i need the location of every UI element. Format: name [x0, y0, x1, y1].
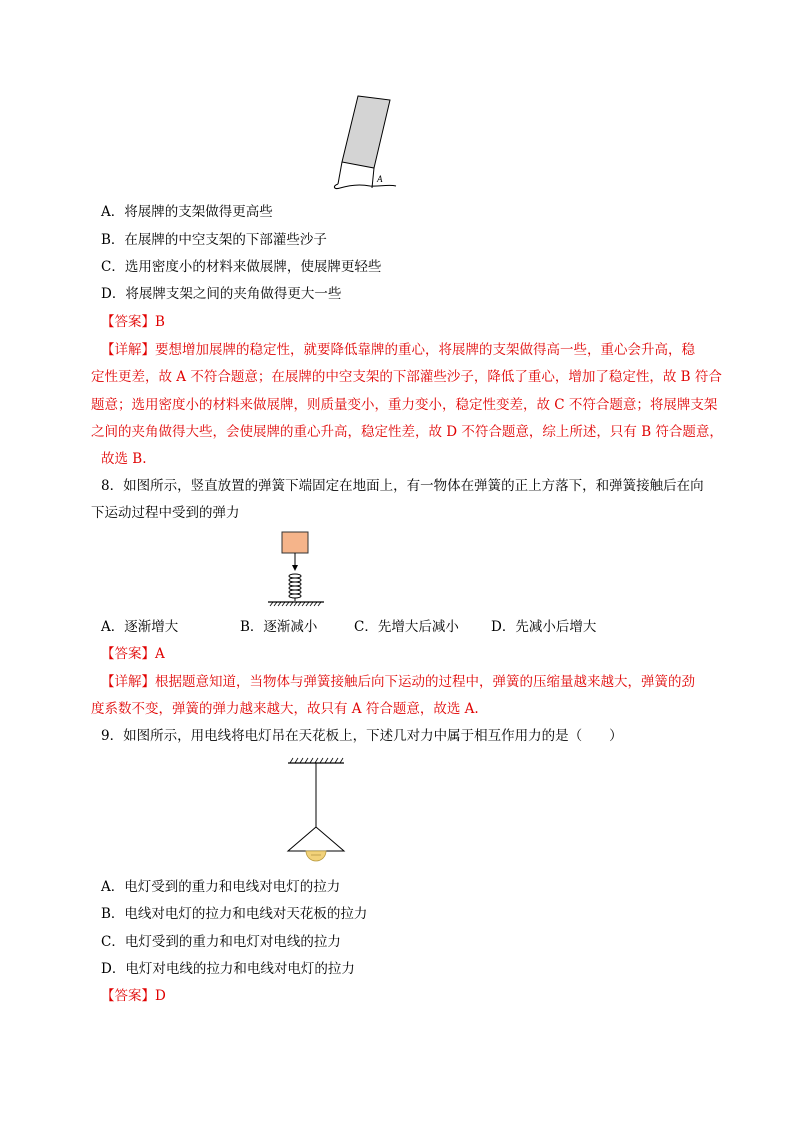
- q8-option-d: D．先减小后增大: [491, 619, 597, 635]
- display-board-figure: [330, 92, 410, 192]
- q7-detail-line-1: [101, 341, 695, 359]
- answer-tag: 【答案】: [101, 314, 155, 330]
- board-base: [334, 184, 396, 189]
- ceiling-hatch: [290, 758, 343, 763]
- answer-tag: 【答案】: [101, 988, 155, 1004]
- q7-detail-line-4: 之间的夹角做得大些，会使展牌的重心升高，稳定性差，故 D 不符合题意，综上所述，只有 B 符合题意，: [91, 424, 723, 440]
- lamp-figure: [280, 755, 352, 867]
- q9-option-c: C．电灯受到的重力和电灯对电线的拉力: [101, 934, 341, 950]
- answer-value: D: [155, 988, 166, 1004]
- board-panel: [342, 96, 390, 168]
- q8-stem-line-1: 8．如图所示，竖直放置的弹簧下端固定在地面上，有一物体在弹簧的正上方落下，和弹簧接触后在向: [101, 478, 704, 494]
- q7-option-a: A．将展牌的支架做得更高些: [101, 204, 273, 220]
- answer-value: A: [155, 646, 165, 662]
- q7-detail-line-5: 故选 B.: [101, 451, 147, 467]
- board-leg-right: [372, 168, 374, 188]
- bulb: [306, 851, 326, 861]
- spring-coil: [289, 574, 301, 598]
- answer-value: B: [155, 314, 165, 330]
- q7-detail-line-2: 定性更差，故 A 不符合题意；在展牌的中空支架的下部灌些沙子，降低了重心，增加了稳定性，故 B 符合: [91, 369, 722, 385]
- q9-option-a: A．电灯受到的重力和电线对电灯的拉力: [101, 879, 341, 895]
- spring-figure: [262, 528, 332, 608]
- board-leg-left: [338, 162, 342, 184]
- point-a-label: A: [377, 174, 383, 184]
- q8-option-a: A．逐渐增大: [101, 619, 179, 635]
- q7-option-c: C．选用密度小的材料来做展牌，使展牌更轻些: [101, 259, 382, 275]
- q8-detail-line-1: [101, 673, 695, 691]
- q7-detail-line-3: 题意；选用密度小的材料来做展牌，则质量变小，重力变小，稳定性变差，故 C 不符合题意；将展牌支架: [91, 397, 718, 413]
- lampshade: [288, 827, 344, 851]
- q7-answer: [101, 313, 165, 331]
- q9-option-d: D．电灯对电线的拉力和电线对电灯的拉力: [101, 961, 355, 977]
- detail-text: 要想增加展牌的稳定性，就要降低靠牌的重心，将展牌的支架做得高一些，重心会升高，稳: [155, 342, 695, 358]
- detail-tag: 【详解】: [101, 674, 155, 690]
- q8-detail-line-2: 度系数不变，弹簧的弹力越来越大，故只有 A 符合题意，故选 A.: [91, 701, 479, 717]
- fall-arrow-head: [292, 565, 298, 571]
- q8-answer: [101, 645, 165, 663]
- detail-tag: 【详解】: [101, 342, 155, 358]
- q8-option-c: C．先增大后减小: [354, 619, 459, 635]
- answer-tag: 【答案】: [101, 646, 155, 662]
- q9-option-b: B．电线对电灯的拉力和电线对天花板的拉力: [101, 906, 368, 922]
- q7-option-d: D．将展牌支架之间的夹角做得更大一些: [101, 286, 342, 302]
- q8-option-b: B．逐渐减小: [240, 619, 318, 635]
- q9-answer: [101, 987, 166, 1005]
- q7-option-b: B．在展牌的中空支架的下部灌些沙子: [101, 232, 327, 248]
- detail-text: 根据题意知道，当物体与弹簧接触后向下运动的过程中，弹簧的压缩量越来越大，弹簧的劲: [155, 674, 695, 690]
- falling-block: [282, 532, 308, 553]
- q9-stem: 9．如图所示，用电线将电灯吊在天花板上，下述几对力中属于相互作用力的是（ ）: [101, 728, 623, 744]
- q8-stem-line-2: 下运动过程中受到的弹力: [91, 505, 240, 521]
